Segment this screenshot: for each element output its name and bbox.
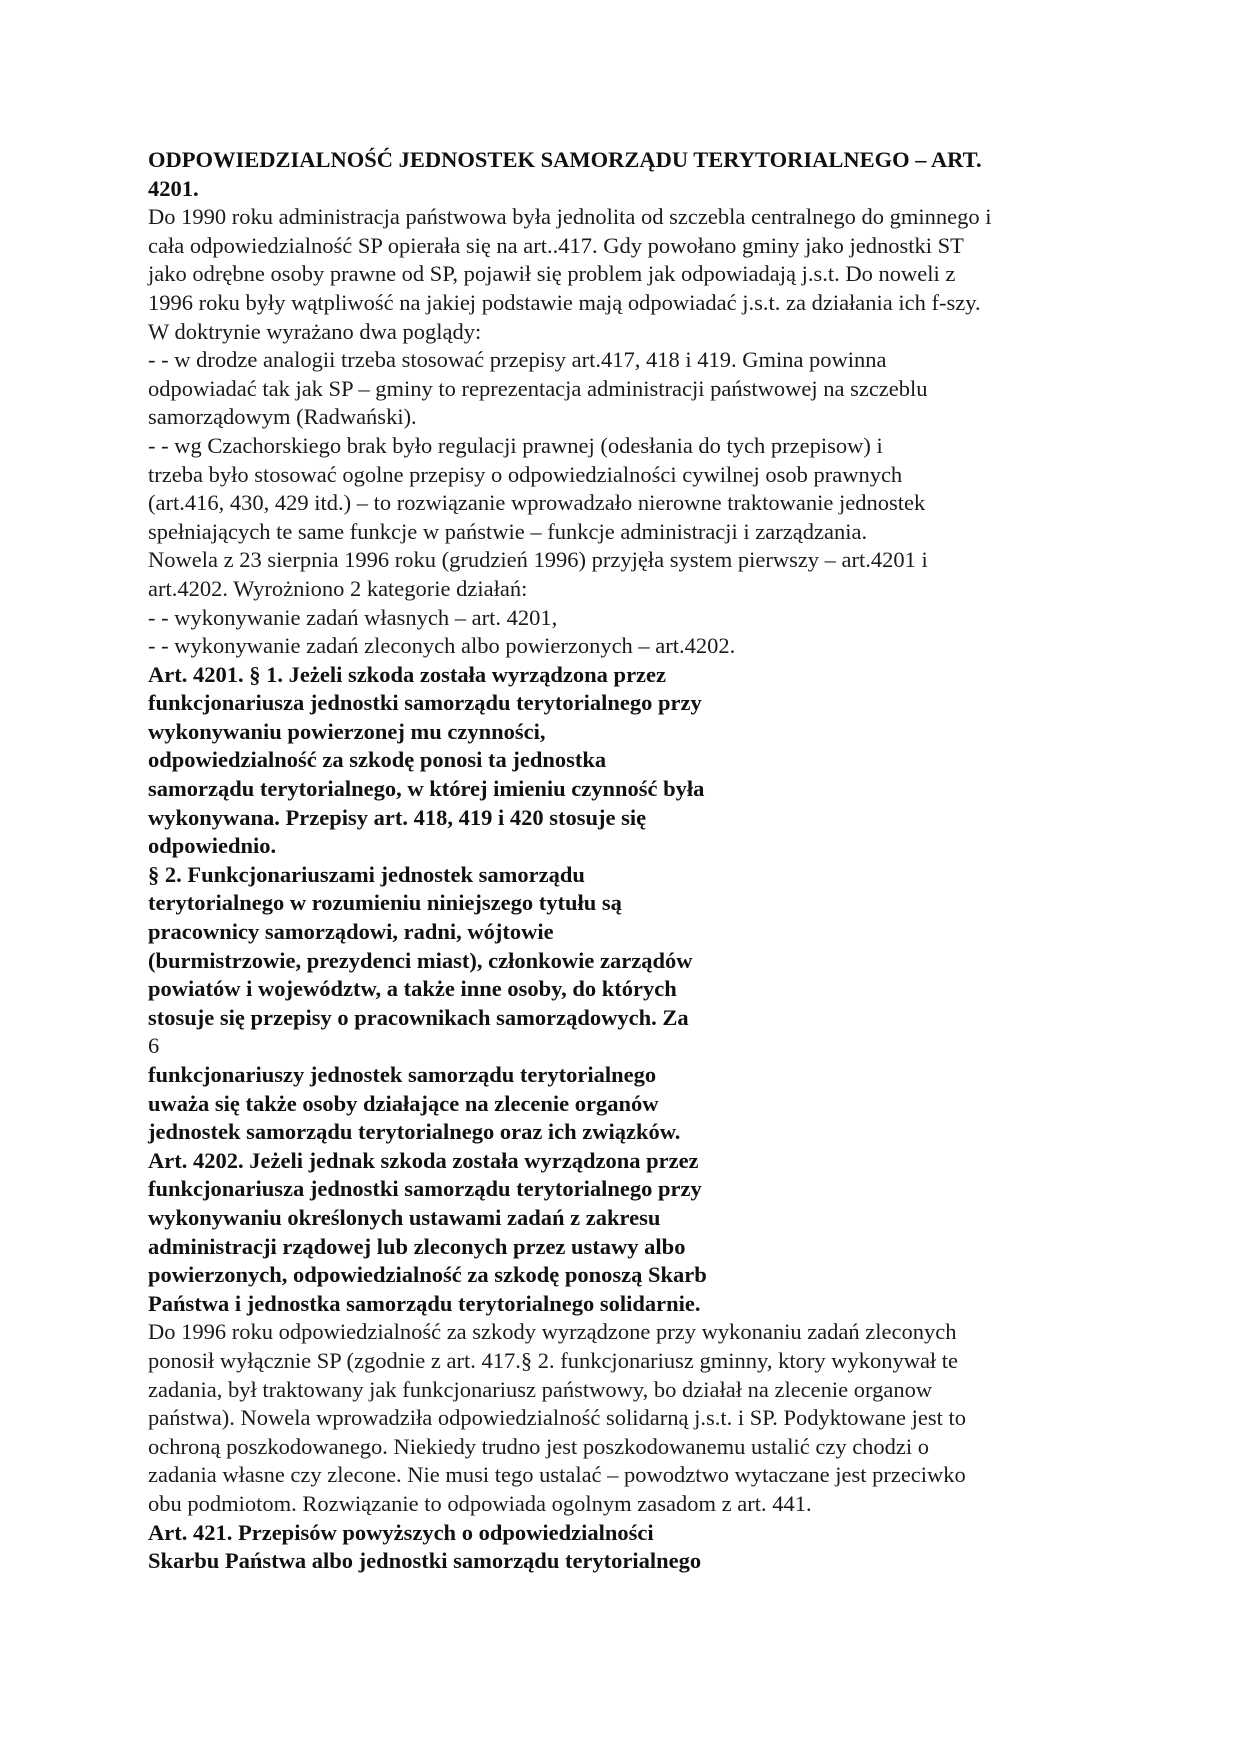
bold-text-line: (burmistrzowie, prezydenci miast), członkowie zarządów: [148, 947, 693, 973]
bold-text-line: Art. 4201. § 1. Jeżeli szkoda została wyrządzona przez: [148, 661, 667, 687]
bold-text-line: 4201.: [148, 175, 199, 201]
bold-text-line: samorządu terytorialnego, w której imieniu czynność była: [148, 776, 705, 802]
text-line: Do 1990 roku administracja państwowa była jednolita od szczebla centralnego do gminnego i: [148, 204, 992, 230]
text-line: trzeba było stosować ogolne przepisy o odpowiedzialności cywilnej osob prawnych: [148, 461, 903, 487]
text-line: 1996 roku były wątpliwość na jakiej podstawie mają odpowiadać j.s.t. za działania ich f-szy.: [148, 289, 981, 315]
bold-text-line: powiatów i województw, a także inne osoby, do których: [148, 976, 677, 1002]
bold-text-line: powierzonych, odpowiedzialność za szkodę ponoszą Skarb: [148, 1262, 707, 1288]
text-line: samorządowym (Radwański).: [148, 404, 417, 430]
bold-text-line: wykonywaniu powierzonej mu czynności,: [148, 718, 546, 744]
text-line: art.4202. Wyrożniono 2 kategorie działań:: [148, 575, 528, 601]
bold-text-line: ODPOWIEDZIALNOŚĆ JEDNOSTEK SAMORZĄDU TERYTORIALNEGO – ART.: [148, 147, 982, 172]
bold-text-line: funkcjonariusza jednostki samorządu terytorialnego przy: [148, 1176, 702, 1202]
bold-text-line: odpowiednio.: [148, 833, 277, 859]
text-line: odpowiadać tak jak SP – gminy to reprezentacja administracji państwowej na szczeblu: [148, 375, 928, 401]
bold-text-line: odpowiedzialność za szkodę ponosi ta jednostka: [148, 747, 607, 773]
text-line: ponosił wyłącznie SP (zgodnie z art. 417.§ 2. funkcjonariusz gminny, ktory wykonywał te: [148, 1347, 959, 1373]
text-line: cała odpowiedzialność SP opierała się na art..417. Gdy powołano gminy jako jednostki ST: [148, 232, 964, 258]
text-line: obu podmiotom. Rozwiązanie to odpowiada ogolnym zasadom z art. 441.: [148, 1490, 812, 1516]
text-line: zadania, był traktowany jak funkcjonariusz państwowy, bo działał na zlecenie organow: [148, 1376, 933, 1402]
bold-text-line: § 2. Funkcjonariuszami jednostek samorządu: [148, 861, 585, 887]
bold-text-line: pracownicy samorządowi, radni, wójtowie: [148, 919, 554, 945]
bold-text-line: uważa się także osoby działające na zlecenie organów: [148, 1090, 659, 1116]
bold-text-line: jednostek samorządu terytorialnego oraz ich związków.: [148, 1119, 681, 1145]
bold-text-line: Państwa i jednostka samorządu terytorialnego solidarnie.: [148, 1290, 701, 1316]
bold-text-line: terytorialnego w rozumieniu niniejszego tytułu są: [148, 890, 622, 916]
bold-text-line: administracji rządowej lub zleconych przez ustawy albo: [148, 1233, 686, 1259]
text-line: Do 1996 roku odpowiedzialność za szkody wyrządzone przy wykonaniu zadań zleconych: [148, 1319, 957, 1345]
text-line: Nowela z 23 sierpnia 1996 roku (grudzień 1996) przyjęła system pierwszy – art.4201 i: [148, 547, 928, 573]
bold-text-line: wykonywana. Przepisy art. 418, 419 i 420 stosuje się: [148, 804, 647, 830]
text-line: (art.416, 430, 429 itd.) – to rozwiązanie wprowadzało nierowne traktowanie jednostek: [148, 490, 926, 516]
bold-text-line: Art. 4202. Jeżeli jednak szkoda została wyrządzona przez: [148, 1147, 699, 1173]
bold-text-line: funkcjonariuszy jednostek samorządu terytorialnego: [148, 1062, 657, 1087]
text-line: - - wykonywanie zadań własnych – art. 4201,: [148, 604, 558, 630]
bold-text-line: wykonywaniu określonych ustawami zadań z zakresu: [148, 1204, 661, 1230]
text-line: spełniających te same funkcje w państwie – funkcje administracji i zarządzania.: [148, 518, 868, 544]
document-body: [148, 146, 1148, 1576]
text-line: - - w drodze analogii trzeba stosować przepisy art.417, 418 i 419. Gmina powinna: [148, 347, 887, 373]
text-line: - - wykonywanie zadań zleconych albo powierzonych – art.4202.: [148, 633, 736, 659]
bold-text-line: stosuje się przepisy o pracownikach samorządowych. Za: [148, 1004, 689, 1030]
text-line: - - wg Czachorskiego brak było regulacji prawnej (odesłania do tych przepisow) i: [148, 432, 883, 458]
text-line: ochroną poszkodowanego. Niekiedy trudno jest poszkodowanemu ustalić czy chodzi o: [148, 1433, 930, 1459]
bold-text-line: Art. 421. Przepisów powyższych o odpowiedzialności: [148, 1519, 654, 1545]
text-line: W doktrynie wyrażano dwa poglądy:: [148, 318, 482, 344]
text-line: 6: [148, 1033, 160, 1059]
text-line: państwa). Nowela wprowadziła odpowiedzialność solidarną j.s.t. i SP. Podyktowane jest to: [148, 1405, 966, 1431]
bold-text-line: Skarbu Państwa albo jednostki samorządu terytorialnego: [148, 1548, 702, 1574]
text-line: jako odrębne osoby prawne od SP, pojawił się problem jak odpowiadają j.s.t. Do noweli z: [148, 261, 956, 287]
bold-text-line: funkcjonariusza jednostki samorządu terytorialnego przy: [148, 690, 702, 716]
text-line: zadania własne czy zlecone. Nie musi tego ustalać – powodztwo wytaczane jest przeciwko: [148, 1462, 966, 1488]
